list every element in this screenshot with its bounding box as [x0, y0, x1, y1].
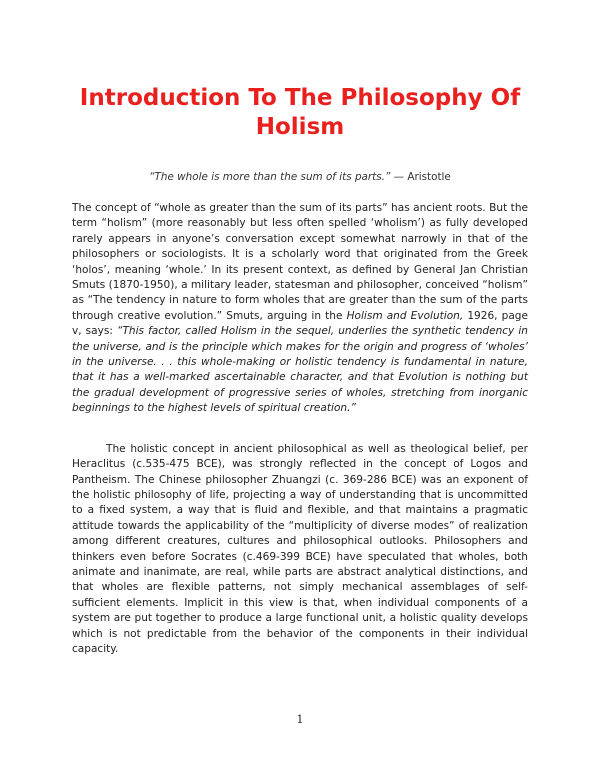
paragraph-1	[72, 201, 528, 417]
epigraph-attribution: — Aristotle	[390, 171, 451, 183]
epigraph-quote: “The whole is more than the sum of its parts.”	[149, 171, 391, 183]
paragraph-1-text-b: 1926, page v, says:	[72, 309, 528, 338]
paragraph-2: The holistic concept in ancient philosophical as well as theological belief, per Heraclitus (c.535-475 BCE), was strongly reflected in the concept of Logos and Pantheism. The Chinese philosopher Zhuangzi (c. 369-286 BCE) was an exponent of the holistic philosophy of life, projecting a way of understanding that is uncommitted to a fixed system, a way that is fluid and flexible, and that maintains a pragmatic attitude towards the applicability of the “multiplicity of diverse modes” of realization among different creatures, cultures and philosophical outlooks. Philosophers and thinkers even before Socrates (c.469-399 BCE) have speculated that wholes, both animate and inanimate, are real, while parts are abstract analytical distinctions, and that wholes are flexible patterns, not simply mechanical assemblages of self-sufficient elements. Implicit in this view is that, when individual components of a system are put together to produce a large functional unit, a holistic quality develops which is not predictable from the behavior of the components in their individual capacity.	[72, 442, 528, 655]
paragraph-1-book-title: Holism and Evolution,	[346, 309, 464, 322]
page-title: Introduction To The Philosophy Of Holism	[79, 85, 521, 140]
page-number: 1	[296, 713, 304, 726]
paragraph-1-text-a: The concept of “whole as greater than the sum of its parts” has ancient roots. But the term “holism” (more reasonably but less often spelled ‘wholism’) as fully developed rarely appears in anyone’s conversation except somewhat narrowly in that of the philosophers or sociologists. It is a scholarly word that originated from the Greek ‘holos’, meaning ‘whole.’ In its present context, as defined by General Jan Christian Smuts (1870-1950), a military leader, statesman and philosopher, conceived “holism” as “The tendency in nature to form wholes that are greater than the sum of the parts through creative evolution.” Smuts, arguing in the	[72, 202, 528, 322]
paragraph-1-smuts-quote: “This factor, called Holism in the sequel, underlies the synthetic tendency in the universe, and is the principle which makes for the origin and progress of ‘wholes’ in the universe. . . this whole-making or holistic tendency is fundamental in nature, that it has a well-marked ascertainable character, and that Evolution is nothing but the gradual development of progressive series of wholes, stretching from inorganic beginnings to the highest levels of spiritual creation.”	[72, 325, 528, 415]
epigraph	[72, 170, 528, 185]
